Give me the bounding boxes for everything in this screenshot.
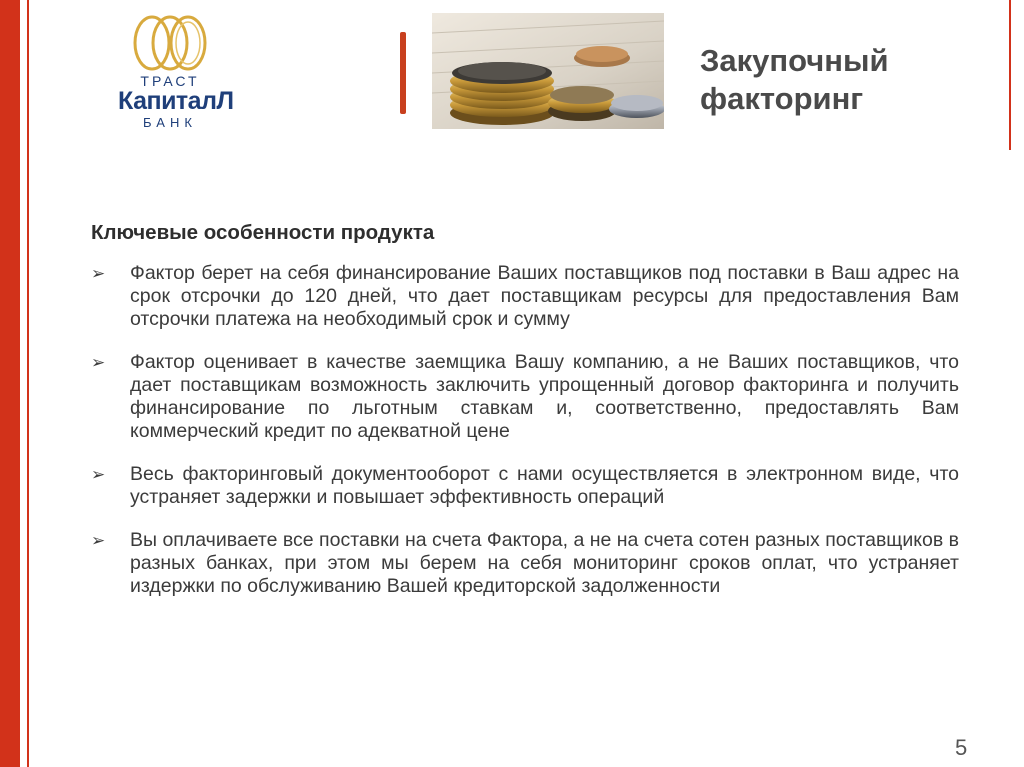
- page-number: 5: [955, 735, 968, 760]
- coins-logo-icon: [130, 14, 210, 72]
- right-accent-line: [1009, 0, 1011, 150]
- arrow-bullet-icon: ➢: [91, 264, 106, 283]
- features-list: [91, 262, 959, 618]
- list-item-text: Вы оплачиваете все поставки на счета Фактора, а не на счета сотен разных поставщиков в разных банках, при этом мы берем на себя мониторинг сроков оплат, что устраняет издержки по обслуживанию Вашей кредиторской задолженности: [130, 529, 959, 597]
- title-line-1: Закупочный: [700, 43, 889, 78]
- section-subtitle: Ключевые особенности продукта: [91, 221, 435, 244]
- list-item: [91, 529, 959, 598]
- left-accent-bar: [0, 0, 20, 767]
- logo-text-bank: БАНК: [143, 115, 197, 130]
- arrow-bullet-icon: ➢: [91, 353, 106, 372]
- logo-text-capital: КапиталЛ: [118, 87, 234, 115]
- list-item: [91, 262, 959, 331]
- logo-text-trast: ТРАСТ: [140, 73, 200, 89]
- list-item: [91, 463, 959, 509]
- header-divider: [400, 32, 406, 114]
- title-line-2: факторинг: [700, 81, 864, 116]
- arrow-bullet-icon: ➢: [91, 465, 106, 484]
- list-item-text: Фактор берет на себя финансирование Ваших поставщиков под поставки в Ваш адрес на срок отсрочки до 120 дней, что дает поставщикам ресурсы для предоставления Вам отсрочки платежа на необходимый срок и сумму: [130, 262, 959, 330]
- arrow-bullet-icon: ➢: [91, 531, 106, 550]
- bank-logo: [118, 14, 234, 144]
- left-accent-line: [27, 0, 29, 767]
- list-item-text: Весь факторинговый документооборот с нами осуществляется в электронном виде, что устраняет задержки и повышает эффективность операций: [130, 463, 959, 508]
- list-item: [91, 351, 959, 443]
- coins-photo: [432, 13, 664, 129]
- list-item-text: Фактор оценивает в качестве заемщика Вашу компанию, а не Ваших поставщиков, что дает поставщикам возможность заключить упрощенный договор факторинга и получить финансирование по льготным ставкам и, соответственно, предоставлять Вам коммерческий кредит по адекватной цене: [130, 351, 959, 442]
- page-title: [700, 42, 1000, 118]
